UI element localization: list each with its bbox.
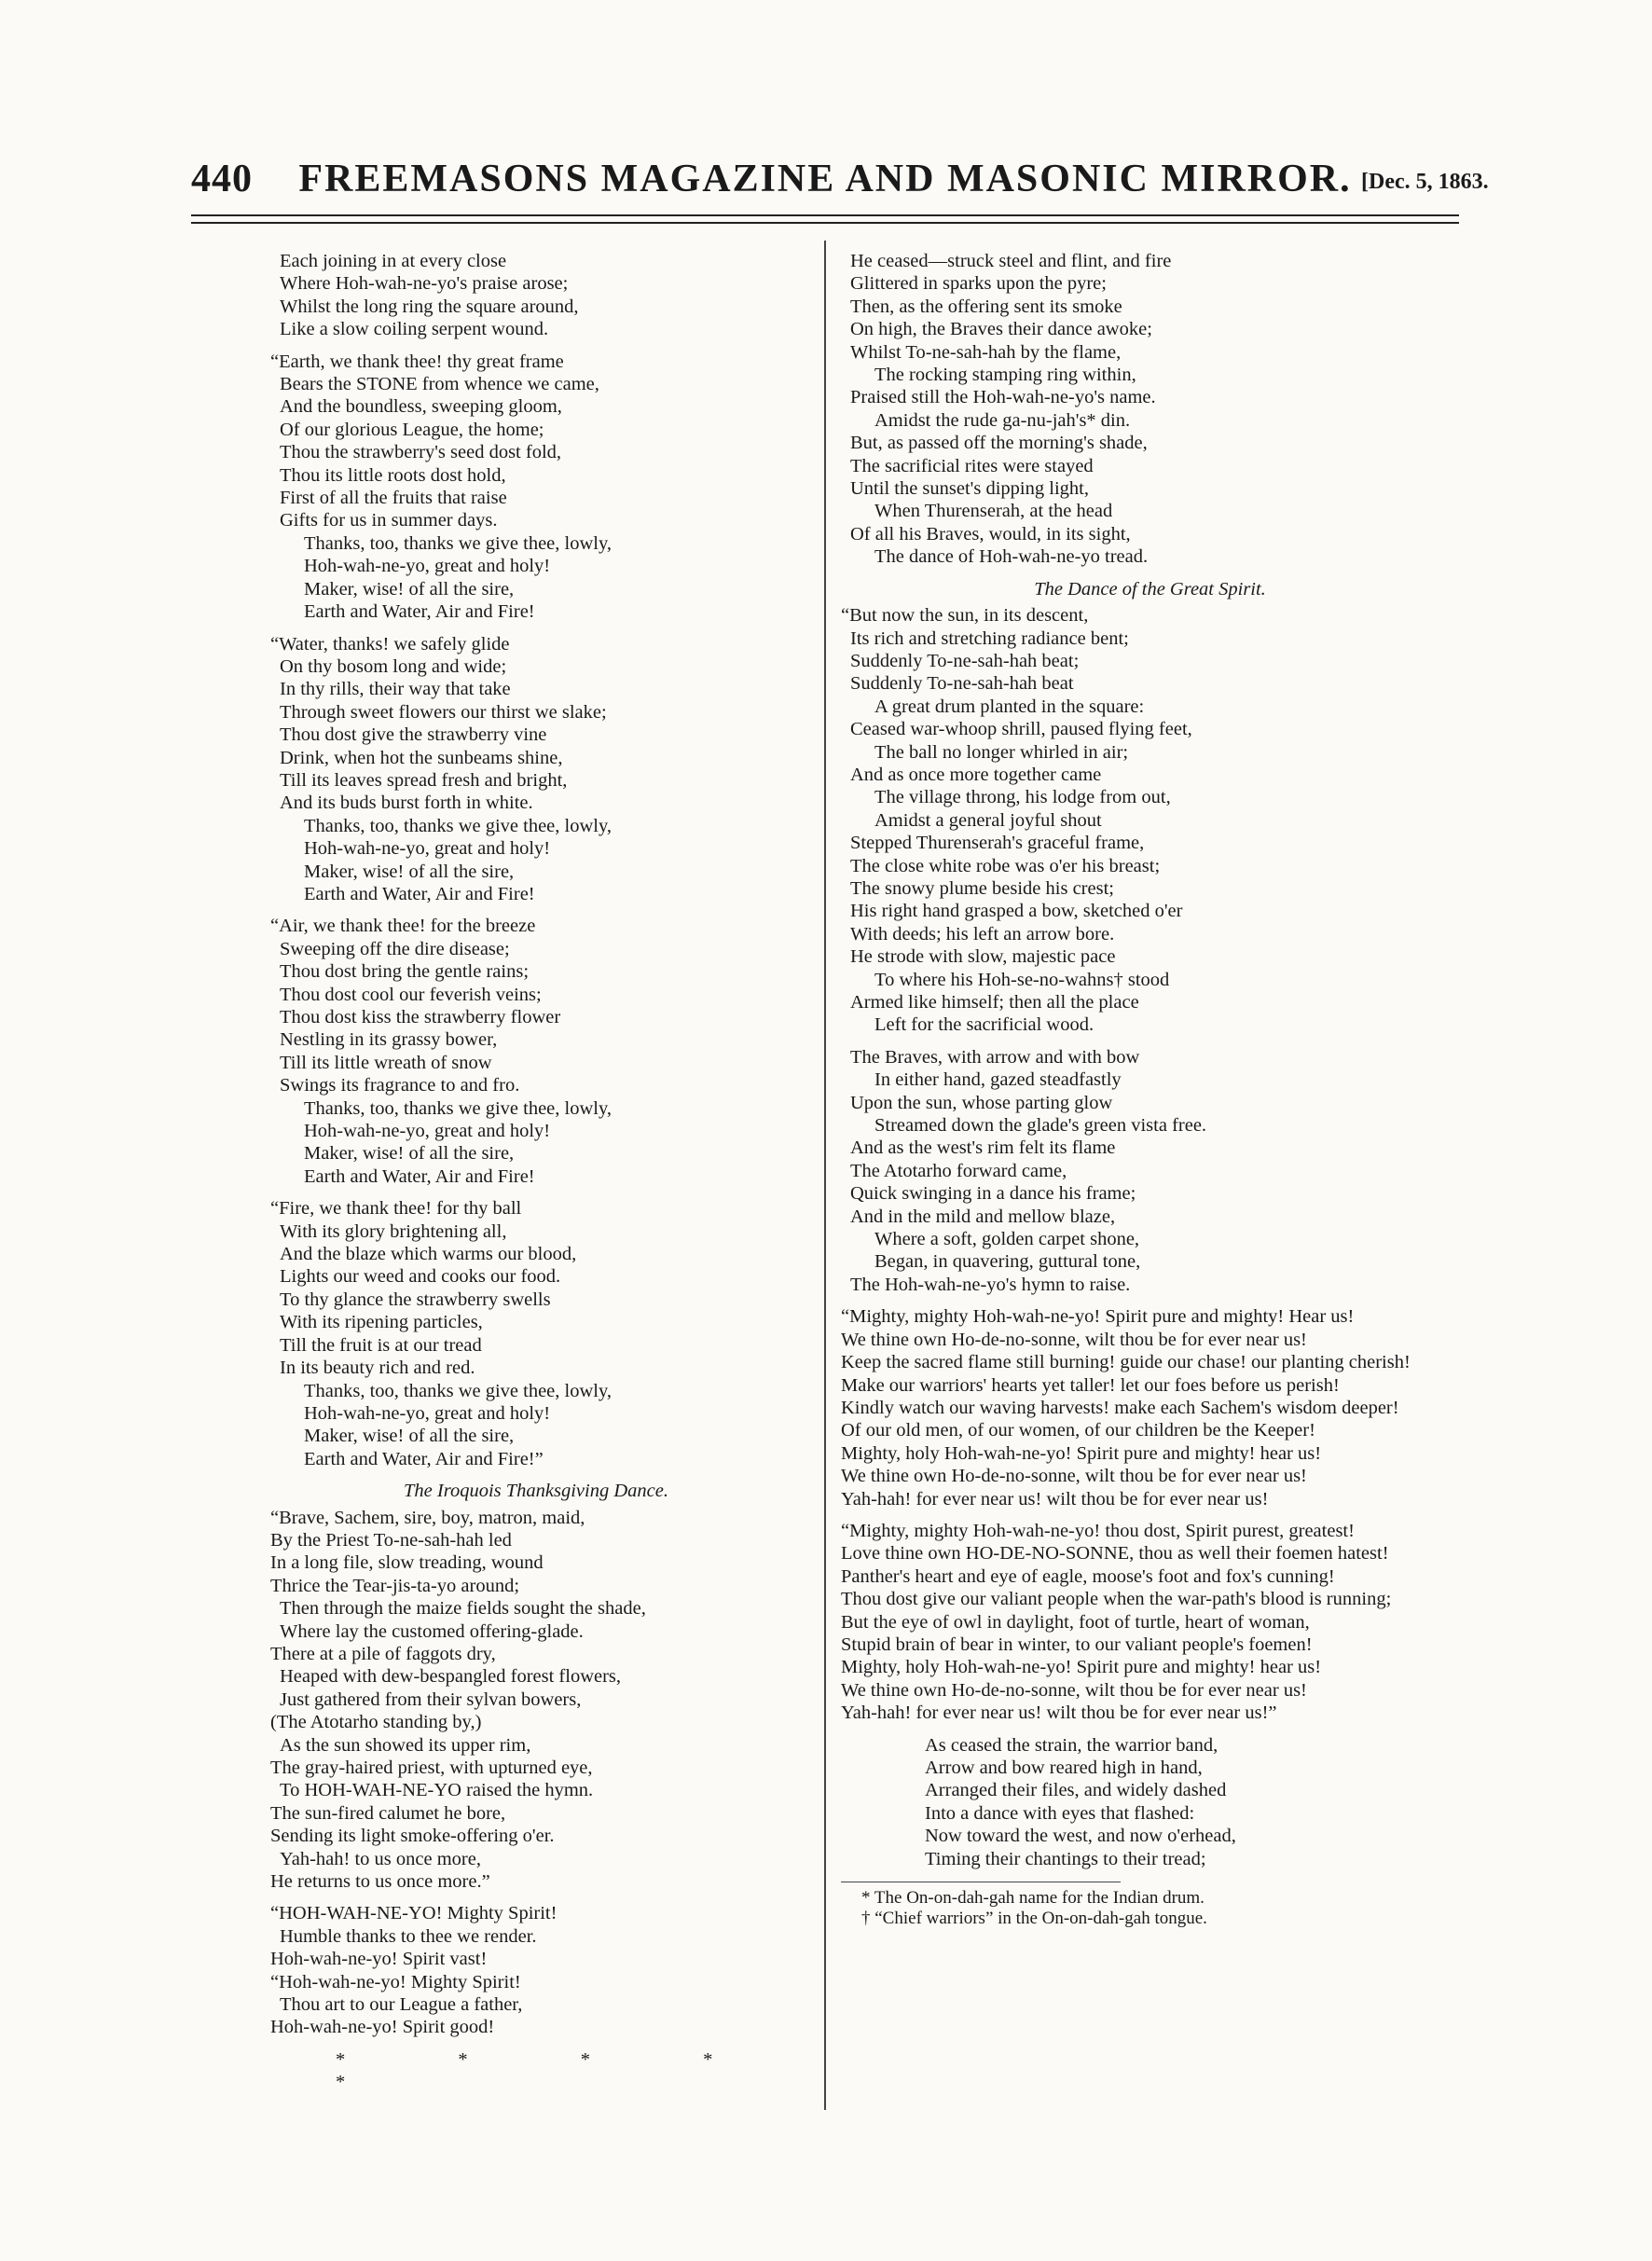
- section-heading: The Iroquois Thanksgiving Dance.: [404, 1481, 668, 1502]
- thanks-stanza: [270, 351, 802, 624]
- verse-line: He strode with slow, majestic pace: [850, 946, 1116, 968]
- verse-line: With deeds; his left an arrow bore.: [850, 923, 1115, 944]
- verse-line: In its beauty rich and red.: [280, 1358, 475, 1379]
- verse-line: His right hand grasped a bow, sketched o'er: [850, 901, 1183, 922]
- verse-line: “Brave, Sachem, sire, boy, matron, maid,: [270, 1507, 585, 1528]
- song-line: Yah-hah! for ever near us! wilt thou be for ever near us!: [841, 1488, 1269, 1510]
- song-line: Panther's heart and eye of eagle, moose's foot and fox's cunning!: [841, 1565, 1335, 1587]
- verse-line: Hoh-wah-ne-yo! Spirit good!: [270, 2017, 495, 2038]
- verse-line: Suddenly To-ne-sah-hah beat: [850, 673, 1074, 695]
- verse-line: Amidst a general joyful shout: [874, 809, 1102, 831]
- song-line: But the eye of owl in daylight, foot of turtle, heart of woman,: [841, 1611, 1310, 1633]
- song-line: Kindly watch our waving harvests! make each Sachem's wisdom deeper!: [841, 1397, 1399, 1418]
- song-line: We thine own Ho-de-no-sonne, wilt thou be for ever near us!: [841, 1466, 1307, 1487]
- verse-line: Hoh-wah-ne-yo, great and holy!: [304, 838, 551, 860]
- verse-line: Began, in quavering, guttural tone,: [874, 1251, 1141, 1273]
- verse-line: The Braves, with arrow and with bow: [850, 1046, 1140, 1068]
- song-line: We thine own Ho-de-no-sonne, wilt thou be for ever near us!: [841, 1679, 1307, 1701]
- song-line: Love thine own HO-DE-NO-SONNE, thou as well their foemen hatest!: [841, 1543, 1389, 1565]
- verse-line: And as once more together came: [850, 764, 1102, 785]
- verse-line: Upon the sun, whose parting glow: [850, 1092, 1113, 1113]
- verse-line: Each joining in at every close: [280, 251, 507, 271]
- verse-line: Where Hoh-wah-ne-yo's praise arose;: [280, 273, 569, 295]
- verse-line: Thou dost kiss the strawberry flower: [280, 1007, 561, 1027]
- verse-line: Until the sunset's dipping light,: [850, 478, 1089, 500]
- verse-line: As the sun showed its upper rim,: [280, 1734, 531, 1756]
- section-break-stars: * * * * *: [336, 2048, 767, 2093]
- verse-line: And the blaze which warms our blood,: [280, 1244, 577, 1265]
- verse-line: And its buds burst forth in white.: [280, 793, 533, 814]
- verse-line: Its rich and stretching radiance bent;: [850, 627, 1129, 649]
- verse-line: Swings its fragrance to and fro.: [280, 1075, 520, 1096]
- verse-line: Just gathered from their sylvan bowers,: [280, 1689, 582, 1710]
- verse-line: Timing their chantings to their tread;: [925, 1848, 1206, 1869]
- masthead-title: FREEMASONS MAGAZINE AND MASONIC MIRROR.: [298, 158, 1352, 200]
- verse-line: There at a pile of faggots dry,: [270, 1643, 496, 1664]
- verse-line: Maker, wise! of all the sire,: [304, 861, 515, 882]
- thanks-stanza: [270, 1197, 802, 1470]
- verse-line: “Air, we thank thee! for the breeze: [270, 916, 536, 937]
- header-rule-double: [191, 222, 1459, 224]
- spirit-stanza: [841, 604, 1459, 1037]
- verse-line: Hoh-wah-ne-yo, great and holy!: [304, 556, 551, 577]
- song-line: Mighty, holy Hoh-wah-ne-yo! Spirit pure and mighty! hear us!: [841, 1442, 1322, 1464]
- verse-line: When Thurenserah, at the head: [874, 501, 1113, 522]
- hymn-song-1: [841, 1305, 1459, 1510]
- song-line: “Mighty, mighty Hoh-wah-ne-yo! thou dost, Spirit purest, greatest!: [841, 1520, 1355, 1541]
- left-column: [270, 250, 802, 2094]
- verse-line: Earth and Water, Air and Fire!: [304, 601, 535, 623]
- header-rule: [191, 214, 1459, 216]
- verse-line: Armed like himself; then all the place: [850, 992, 1139, 1013]
- verse-line: On thy bosom long and wide;: [280, 655, 507, 677]
- song-line: We thine own Ho-de-no-sonne, wilt thou be for ever near us!: [841, 1329, 1307, 1350]
- verse-line: (The Atotarho standing by,): [270, 1712, 482, 1733]
- dance-stanza: [270, 1507, 802, 1894]
- verse-line: Where lay the customed offering-glade.: [280, 1620, 584, 1642]
- verse-line: Where a soft, golden carpet shone,: [874, 1229, 1140, 1250]
- verse-line: With its ripening particles,: [280, 1312, 483, 1333]
- verse-line: Thou art to our League a father,: [280, 1994, 523, 2016]
- verse-line: The sacrificial rites were stayed: [850, 455, 1094, 476]
- verse-line: Praised still the Hoh-wah-ne-yo's name.: [850, 387, 1156, 408]
- verse-line: But, as passed off the morning's shade,: [850, 433, 1148, 454]
- verse-line: In a long file, slow treading, wound: [270, 1552, 544, 1574]
- verse-line: The snowy plume beside his crest;: [850, 877, 1114, 899]
- verse-line: Maker, wise! of all the sire,: [304, 1426, 515, 1447]
- verse-line: First of all the fruits that raise: [280, 488, 507, 509]
- verse-line: Thou its little roots dost hold,: [280, 464, 506, 486]
- verse-line: The close white robe was o'er his breast;: [850, 855, 1161, 876]
- verse-line: Drink, when hot the sunbeams shine,: [280, 747, 563, 768]
- thanks-stanzas: [270, 351, 802, 1471]
- intro-stanza: [270, 250, 802, 341]
- verse-line: Glittered in sparks upon the pyre;: [850, 273, 1107, 295]
- closing-stanza: [841, 1734, 1459, 1870]
- footnote: * The On-on-dah-gah name for the Indian drum.: [861, 1888, 1205, 1909]
- opening-stanza: [841, 250, 1459, 569]
- verse-line: Thanks, too, thanks we give thee, lowly,: [304, 1380, 613, 1401]
- verse-line: By the Priest To-ne-sah-hah led: [270, 1529, 512, 1551]
- verse-line: Sweeping off the dire disease;: [280, 938, 510, 959]
- verse-line: Maker, wise! of all the sire,: [304, 1143, 515, 1165]
- verse-line: Like a slow coiling serpent wound.: [280, 319, 549, 340]
- verse-line: “But now the sun, in its descent,: [841, 605, 1089, 627]
- verse-line: The sun-fired calumet he bore,: [270, 1802, 506, 1824]
- verse-line: Into a dance with eyes that flashed:: [925, 1802, 1195, 1824]
- song-line: Mighty, holy Hoh-wah-ne-yo! Spirit pure and mighty! hear us!: [841, 1657, 1322, 1678]
- verse-line: The rocking stamping ring within,: [874, 365, 1136, 386]
- verse-line: Till the fruit is at our tread: [280, 1334, 482, 1356]
- verse-line: Till its little wreath of snow: [280, 1052, 492, 1073]
- verse-line: Arranged their files, and widely dashed: [925, 1780, 1227, 1801]
- verse-line: Earth and Water, Air and Fire!: [304, 883, 535, 904]
- verse-line: Gifts for us in summer days.: [280, 510, 498, 531]
- song-line: Stupid brain of bear in winter, to our valiant people's foemen!: [841, 1634, 1313, 1655]
- verse-line: Arrow and bow reared high in hand,: [925, 1758, 1203, 1778]
- verse-line: On high, the Braves their dance awoke;: [850, 319, 1152, 340]
- right-column: [841, 250, 1459, 1929]
- verse-line: Yah-hah! to us once more,: [280, 1848, 481, 1869]
- song-line: Yah-hah! for ever near us! wilt thou be for ever near us!”: [841, 1703, 1277, 1724]
- verse-line: Hoh-wah-ne-yo, great and holy!: [304, 1121, 551, 1142]
- verse-line: Maker, wise! of all the sire,: [304, 578, 515, 600]
- verse-line: Thou dost cool our feverish veins;: [280, 984, 542, 1005]
- verse-line: Thanks, too, thanks we give thee, lowly,: [304, 1097, 613, 1119]
- verse-line: And the boundless, sweeping gloom,: [280, 396, 562, 418]
- verse-line: The ball no longer whirled in air;: [874, 741, 1129, 763]
- verse-line: Suddenly To-ne-sah-hah beat;: [850, 650, 1080, 671]
- song-line: Of our old men, of our women, of our children be the Keeper!: [841, 1420, 1315, 1441]
- verse-line: Thou dost bring the gentle rains;: [280, 961, 530, 983]
- verse-line: Thanks, too, thanks we give thee, lowly,: [304, 815, 613, 836]
- section-heading: The Dance of the Great Spirit.: [1034, 578, 1266, 600]
- verse-line: A great drum planted in the square:: [874, 696, 1145, 717]
- verse-line: Whilst the long ring the square around,: [280, 296, 579, 317]
- verse-line: Streamed down the glade's green vista free.: [874, 1115, 1207, 1137]
- verse-line: With its glory brightening all,: [280, 1220, 507, 1242]
- song-line: “Mighty, mighty Hoh-wah-ne-yo! Spirit pure and mighty! Hear us!: [841, 1306, 1355, 1328]
- issue-date: [Dec. 5, 1863.: [1361, 170, 1489, 194]
- verse-line: Earth and Water, Air and Fire!: [304, 1165, 535, 1187]
- verse-line: Ceased war-whoop shrill, paused flying feet,: [850, 719, 1192, 740]
- verse-line: “HOH-WAH-NE-YO! Mighty Spirit!: [270, 1903, 558, 1924]
- verse-line: To where his Hoh-se-no-wahns† stood: [874, 969, 1170, 990]
- verse-line: “Earth, we thank thee! thy great frame: [270, 351, 564, 372]
- footnotes: [841, 1888, 1459, 1929]
- verse-line: Sending its light smoke-offering o'er.: [270, 1826, 555, 1847]
- verse-line: And in the mild and mellow blaze,: [850, 1206, 1116, 1227]
- verse-line: Heaped with dew-bespangled forest flowers,: [280, 1666, 622, 1688]
- footnote: † “Chief warriors” in the On-on-dah-gah tongue.: [861, 1909, 1207, 1929]
- verse-line: Till its leaves spread fresh and bright,: [280, 769, 568, 791]
- hymn-song-2: [841, 1520, 1459, 1725]
- verse-line: In thy rills, their way that take: [280, 679, 511, 700]
- verse-line: Through sweet flowers our thirst we slake;: [280, 701, 607, 723]
- verse-line: Hoh-wah-ne-yo! Spirit vast!: [270, 1949, 488, 1970]
- verse-line: The dance of Hoh-wah-ne-yo tread.: [874, 546, 1149, 568]
- verse-line: Lights our weed and cooks our food.: [280, 1266, 561, 1288]
- chant-stanza: [270, 1902, 802, 2038]
- verse-line: Left for the sacrificial wood.: [874, 1014, 1094, 1036]
- verse-line: He returns to us once more.”: [270, 1871, 490, 1893]
- verse-line: The gray-haired priest, with upturned eye,: [270, 1758, 593, 1778]
- braves-stanza: [841, 1046, 1459, 1296]
- verse-line: The Atotarho forward came,: [850, 1160, 1067, 1181]
- verse-line: Quick swinging in a dance his frame;: [850, 1183, 1136, 1205]
- verse-line: “Fire, we thank thee! for thy ball: [270, 1198, 522, 1220]
- thanks-stanza: [270, 915, 802, 1188]
- song-line: Keep the sacred flame still burning! guide our chase! our planting cherish!: [841, 1352, 1411, 1373]
- verse-line: Thou the strawberry's seed dost fold,: [280, 442, 562, 463]
- verse-line: The village throng, his lodge from out,: [874, 787, 1171, 808]
- verse-line: Earth and Water, Air and Fire!”: [304, 1448, 544, 1469]
- verse-line: Whilst To-ne-sah-hah by the flame,: [850, 341, 1122, 363]
- thanks-stanza: [270, 633, 802, 906]
- verse-line: And as the west's rim felt its flame: [850, 1137, 1116, 1159]
- verse-line: Thanks, too, thanks we give thee, lowly,: [304, 532, 613, 554]
- column-divider: [824, 241, 826, 2110]
- song-line: Make our warriors' hearts yet taller! let our foes before us perish!: [841, 1374, 1340, 1396]
- verse-line: As ceased the strain, the warrior band,: [925, 1734, 1218, 1756]
- verse-line: Bears the STONE from whence we came,: [280, 374, 599, 395]
- verse-line: Hoh-wah-ne-yo, great and holy!: [304, 1402, 551, 1424]
- verse-line: “Water, thanks! we safely glide: [270, 633, 510, 655]
- verse-line: To HOH-WAH-NE-YO raised the hymn.: [280, 1780, 594, 1801]
- verse-line: He ceased—struck steel and flint, and fire: [850, 251, 1172, 271]
- verse-line: Thou dost give the strawberry vine: [280, 724, 547, 746]
- verse-line: Of our glorious League, the home;: [280, 419, 544, 440]
- verse-line: Stepped Thurenserah's graceful frame,: [850, 833, 1145, 854]
- verse-line: Nestling in its grassy bower,: [280, 1029, 498, 1051]
- verse-line: In either hand, gazed steadfastly: [874, 1069, 1122, 1091]
- verse-line: Thrice the Tear-jis-ta-yo around;: [270, 1575, 520, 1596]
- page-header: [0, 0, 1652, 200]
- page-number: 440: [191, 158, 253, 200]
- verse-line: The Hoh-wah-ne-yo's hymn to raise.: [850, 1274, 1131, 1295]
- verse-line: “Hoh-wah-ne-yo! Mighty Spirit!: [270, 1971, 521, 1992]
- verse-line: Of all his Braves, would, in its sight,: [850, 523, 1131, 545]
- song-line: Thou dost give our valiant people when the war-path's blood is running;: [841, 1589, 1392, 1610]
- verse-line: Then, as the offering sent its smoke: [850, 296, 1122, 317]
- verse-line: Then through the maize fields sought the shade,: [280, 1598, 646, 1620]
- verse-line: Amidst the rude ga-nu-jah's* din.: [874, 409, 1131, 431]
- verse-line: Now toward the west, and now o'erhead,: [925, 1826, 1236, 1847]
- verse-line: To thy glance the strawberry swells: [280, 1289, 551, 1310]
- verse-line: Humble thanks to thee we render.: [280, 1925, 537, 1947]
